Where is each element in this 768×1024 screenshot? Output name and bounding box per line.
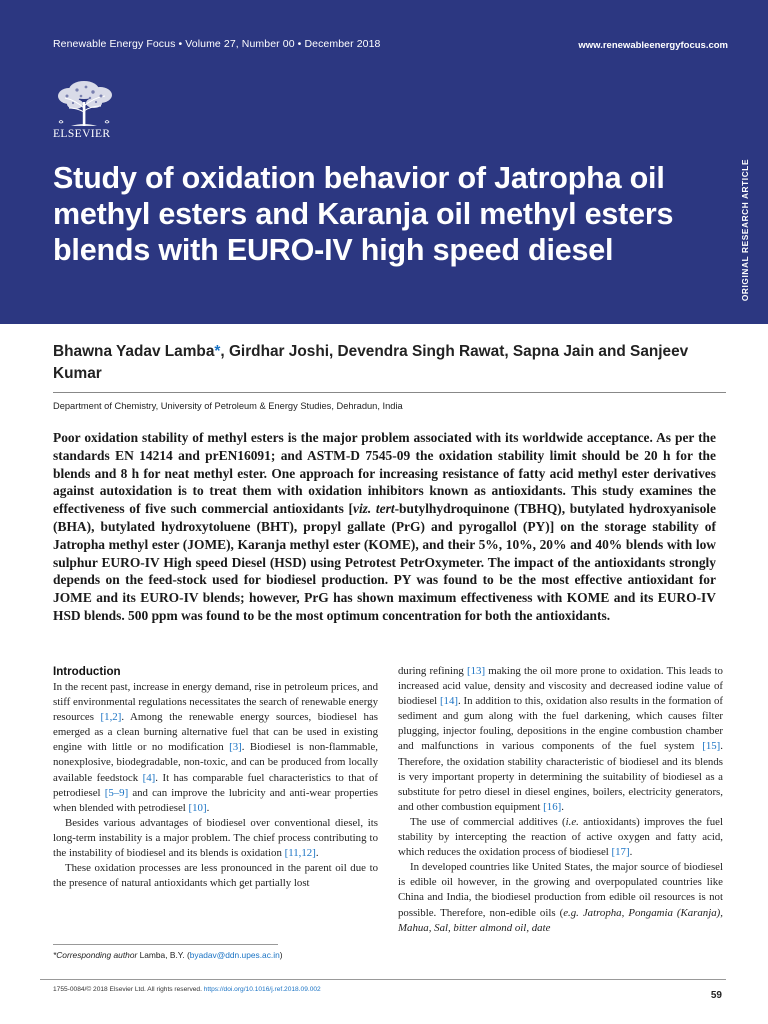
citation-link[interactable]: [4]: [142, 771, 156, 784]
paragraph: [53, 680, 378, 816]
citation-link[interactable]: [3]: [229, 741, 242, 754]
elsevier-tree-logo: [53, 78, 117, 128]
citation-link[interactable]: [14]: [439, 695, 459, 708]
footnote-close: ): [279, 950, 283, 960]
journal-website-link[interactable]: www.renewableenergyfocus.com: [578, 40, 728, 51]
italic-text: e.g. Jatropha, Pongamia (Karanja), Mahua, Sal, bitter almond oil, date: [398, 906, 723, 934]
text: antioxidants) improves the fuel stability by intercepting the reaction of active oxygen and fatty acid, which reduces the oxidation process of biodiesel: [398, 815, 723, 859]
text: . Therefore, the oxidation stability characteristic of biodiesel and its blends is very important property in determining the suitability of biodiesel as a substitute for petro diesel in diesel engines, boilers, electricity generators, and other combustion equipment: [398, 740, 723, 813]
text: The use of commercial additives (: [410, 815, 566, 828]
text: making the oil more prone to oxidation. This leads to increased acid value, density and viscosity and decreased iodine value of biodiesel: [398, 665, 723, 708]
paragraph: [53, 861, 378, 891]
text: In the recent past, increase in energy demand, rise in petroleum prices, and stiff environmental regulations necessitates the search of renewable energy resources: [53, 681, 378, 724]
text: . It has comparable fuel characteristics to that of petrodiesel: [53, 771, 378, 799]
text: . Among the renewable energy sources, biodiesel has emerged as a clean burning alternative fuel that can be used in existing engine with little or no modification: [53, 711, 378, 754]
section-side-label: ORIGINAL RESEARCH ARTICLE: [740, 158, 750, 302]
citation-link[interactable]: [1,2]: [100, 711, 122, 724]
citation-link[interactable]: [16]: [543, 800, 562, 813]
copyright-footer: [53, 986, 321, 993]
text: .: [315, 847, 319, 860]
footnote-label: *Corresponding author: [53, 950, 138, 960]
abstract-part-2: -butylhydroquinone (TBHQ), butylated hydroxyanisole (BHA), butylated hydroxytoluene (BHT), propyl gallate (PrG) and pyrogallol (PY)] on the storage stability of Jatropha methyl ester (JOME), Karanja methyl ester (KOME), and their 5%, 10%, 20% and 40% blends with low sulphur EURO-IV High speed Diesel (HSD) using Petrotest PetrOxymeter. The impact of the antioxidants strongly depends on the feed-stock used for biodiesel production. PY was found to be the most effective antioxidant for JOME and its EURO-IV blends; however, PrG has shown maximum effectiveness with KOME and its EURO-IV HSD blends. 500 ppm was found to be the most optimum concentration for both the antioxidants.: [53, 501, 716, 623]
corresponding-author-footnote: [53, 950, 283, 960]
author-list: [53, 341, 703, 385]
abstract-italic: viz. tert: [352, 501, 395, 517]
citation-link[interactable]: [15]: [702, 740, 721, 753]
footnote-divider: [53, 944, 278, 945]
text: . Biodiesel is non-flammable, nonexplosive, biodegradable, non-toxic, and can be produced from locally available feedstock: [53, 741, 378, 784]
text: .: [629, 846, 633, 859]
paragraph: [53, 816, 378, 861]
header-banner: [0, 0, 768, 324]
publisher-wordmark: ELSEVIER: [53, 128, 111, 140]
section-heading: Introduction: [53, 665, 121, 678]
affiliation: Department of Chemistry, University of Petroleum & Energy Studies, Dehradun, India: [53, 401, 403, 411]
journal-line: Renewable Energy Focus • Volume 27, Number 00 • December 2018: [53, 38, 381, 50]
abstract-part-1: Poor oxidation stability of methyl esters is the major problem associated with its worldwide acceptance. As per the standards EN 14214 and prEN16091; and ASTM-D 7545-09 the oxidation stability limit should be 20 h for the blends and 8 h for neat methyl ester. One approach for increasing resistance of fatty acid methyl ester derivatives against autoxidation is to treat them with oxidation inhibitors known as antioxidants. This study examines the effectiveness of five such commercial antioxidants [: [53, 430, 716, 517]
paragraph: [398, 860, 723, 935]
text: In developed countries like United States, the major source of biodiesel is edible oil however, in the growing and overpopulated countries like China and India, the biodiesel production from edible oil resources is not possible. Therefore, non-edible oils (: [398, 861, 723, 919]
coauthor-names: , Girdhar Joshi, Devendra Singh Rawat, Sapna Jain and Sanjeev Kumar: [53, 343, 689, 382]
text: These oxidation processes are less pronounced in the parent oil due to the presence of natural antioxidants which get partially lost: [53, 862, 378, 890]
italic-text: i.e.: [565, 815, 579, 828]
page-number: 59: [710, 990, 722, 1001]
body-column-left: [53, 664, 378, 891]
footnote-text: Lamba, B.Y. (: [137, 950, 190, 960]
doi-link[interactable]: https://doi.org/10.1016/j.ref.2018.09.002: [203, 986, 321, 993]
citation-link[interactable]: [11,12]: [284, 847, 316, 860]
citation-link[interactable]: [17]: [611, 846, 630, 859]
email-link[interactable]: byadav@ddn.upes.ac.in: [189, 950, 280, 960]
body-column-right: [398, 664, 723, 936]
text: . In addition to this, oxidation also results in the formation of sediment and gum along with the fuel darkening, which causes filter plugging, injector fouling, depositions in the engine combustion chamber and malfunctions in various components of the fuel system: [398, 695, 723, 753]
citation-link[interactable]: [5–9]: [104, 786, 129, 799]
text: .: [561, 800, 564, 813]
footer-divider: [40, 979, 726, 980]
affiliation-divider: [53, 392, 726, 393]
text: .: [206, 801, 210, 814]
citation-link[interactable]: [10]: [188, 801, 207, 814]
paragraph: [398, 815, 723, 860]
copyright-text: 1755-0084/© 2018 Elsevier Ltd. All rights reserved.: [53, 986, 204, 993]
author-name: Bhawna Yadav Lamba: [53, 343, 215, 360]
text: and can improve the lubricity and anti-wear properties when blended with petrodiesel: [53, 786, 378, 814]
citation-link[interactable]: [13]: [467, 665, 486, 677]
paragraph: [398, 664, 723, 815]
text: during refining: [398, 665, 467, 677]
article-title: Study of oxidation behavior of Jatropha oil methyl esters and Karanja oil methyl esters blends with EURO-IV high speed diesel: [53, 161, 674, 267]
corresponding-author-marker[interactable]: *: [214, 343, 221, 360]
text: Besides various advantages of biodiesel over conventional diesel, its long-term instability is a major problem. The chief process contributing to the instability of biodiesel and its blends is oxidation: [53, 816, 378, 860]
abstract: [53, 429, 716, 625]
